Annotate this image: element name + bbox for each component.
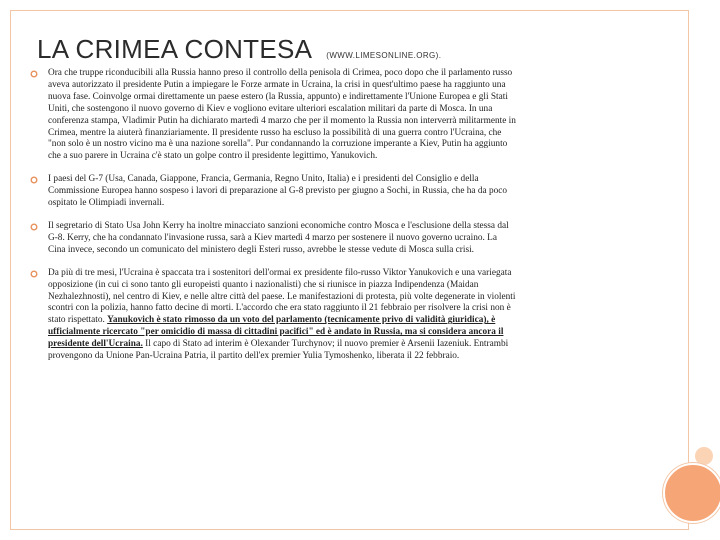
frame-right-border	[688, 10, 689, 530]
source-url: (WWW.LIMESONLINE.ORG).	[326, 51, 442, 60]
frame-left-border	[10, 10, 11, 530]
bullet-text: Ora che truppe riconducibili alla Russia hanno preso il controllo della penisola di Crimea, poco dopo che il parlamento russo aveva autorizzato il presidente Putin a impiegare le Forze armate in Ucraina, la crisi in quest'ultimo paese ha raggiunto una nuova fase. Coinvolge ormai direttamente un paese estero (la Russia, appunto) e indirettamente l'Unione Europea e gli Stati Uniti, che sostengono il nuovo governo di Kiev e vogliono evitare ulteriori escalation militari da parte di Mosca. In una conferenza stampa, Vladimir Putin ha dichiarato martedì 4 marzo che per il momento la Russia non interverrà militarmente in Crimea, mentre la aiuterà finanziariamente. Il presidente russo ha escluso la possibilità di una guerra contro l'Ucraina, che "non solo è un nostro vicino ma è una nazione sorella". Pur condannando la corruzione imperante a Kiev, Putin ha aggiunto che a suo parere in Ucraina c'è stato un golpe contro il presidente legittimo, Yanukovich.	[48, 68, 516, 162]
frame-bottom-border	[10, 529, 689, 530]
bullet-ring-icon	[30, 70, 38, 78]
bullet-item-3	[30, 221, 516, 257]
bullet-text-outro: Il capo di Stato ad interim è Olexander Turchynov; il nuovo premier è Arsenii Iazeniuk. Entrambi provengono da Unione Pan-Ucraina Patria, il partito dell'ex premier Yulia Tymoshenko, liberata il 22 febbraio.	[48, 339, 509, 362]
frame-top-border	[10, 10, 689, 11]
bullet-text-emphasis: Yanukovich è stato rimosso da un voto del parlamento (tecnicamente privo di validità giuridica), è ufficialmente ricercato "per omicidio di massa di cittadini pacifici" ed è andato in Russia, ma si considera ancora il presidente dell'Ucraina.	[48, 315, 504, 350]
bullet-ring-icon	[30, 223, 38, 231]
slide-title: LA CRIMEA CONTESA	[37, 34, 313, 64]
large-decorative-circle	[663, 463, 720, 523]
bullet-text: Il segretario di Stato Usa John Kerry ha inoltre minacciato sanzioni economiche contro Mosca e l'esclusione della stessa dal G-8. Kerry, che ha condannato l'invasione russa, sarà a Kiev martedì 4 marzo per sostenere il nuovo governo ucraino. La Cina invece, secondo un comunicato del ministero degli Esteri russo, avrebbe le stesse vedute di Mosca sulla crisi.	[48, 220, 509, 255]
bullet-item-2	[30, 174, 516, 210]
bullet-ring-icon	[30, 270, 38, 278]
bullet-text-intro: Da più di tre mesi, l'Ucraina è spaccata tra i sostenitori dell'ormai ex presidente filo-russo Viktor Yanukovich e una variegata opposizione (in cui ci sono tanto gli europeisti quanto i nazionalisti) che si riunisce in piazza Indipendenza (Maidan Nezhalezhnosti), nel centro di Kiev, e nelle altre città del paese. Le manifestazioni di protesta, più volte degenerate in violenti scontri con la polizia, hanno fatto decine di morti. L'accordo che era stato raggiunto il 21 febbraio per risolvere la crisi non è stato rispettato.	[48, 267, 516, 326]
title-row	[37, 34, 441, 65]
bullet-list	[30, 68, 516, 374]
bullet-ring-icon	[30, 176, 38, 184]
bullet-item-1	[30, 68, 516, 163]
bullet-text: I paesi del G-7 (Usa, Canada, Giappone, Francia, Germania, Regno Unito, Italia) e i presidenti del Consiglio e della Commissione Europea hanno sospeso i lavori di preparazione al G-8 previsto per giugno a Sochi, in Russia, che ha da poco ospitato le Olimpiadi invernali.	[48, 174, 508, 209]
bullet-item-4	[30, 268, 516, 363]
